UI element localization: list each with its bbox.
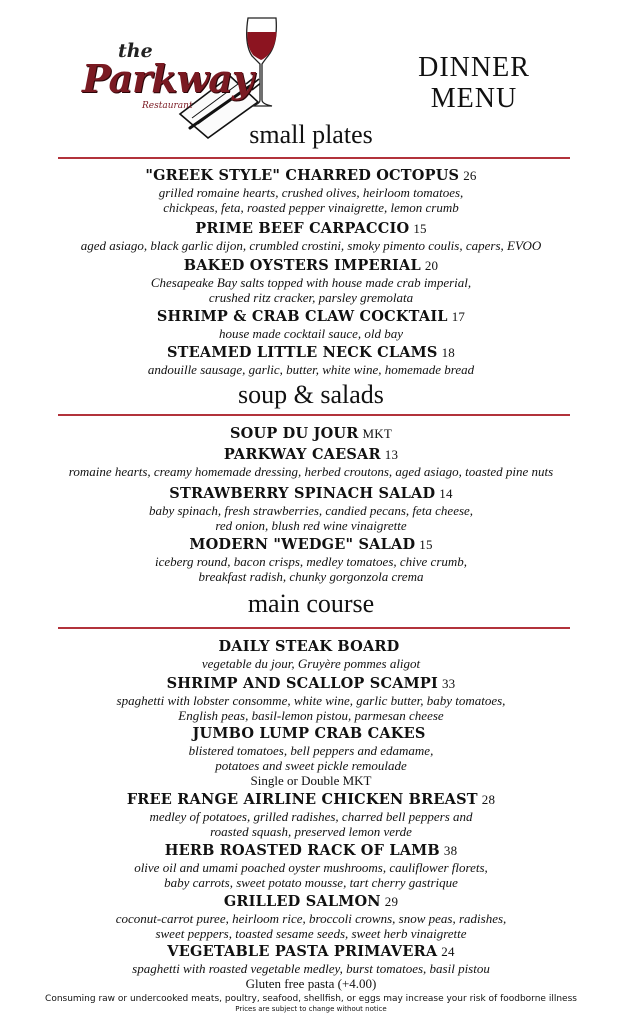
item-description: spaghetti with roasted vegetable medley, burst tomatoes, basil pistou <box>132 961 490 976</box>
menu-item <box>0 167 622 215</box>
menu-item <box>0 308 622 341</box>
section-divider <box>58 157 570 159</box>
menu-item <box>0 893 622 941</box>
page-title <box>404 52 544 114</box>
item-note: Gluten free pasta (+4.00) <box>245 976 377 991</box>
menu-item <box>0 257 622 305</box>
item-price: MKT <box>362 426 393 441</box>
item-description: English peas, basil-lemon pistou, parmesan cheese <box>178 708 444 723</box>
menu-item <box>0 943 622 991</box>
item-price: 28 <box>481 792 496 807</box>
logo-wordmark: Parkway <box>82 56 253 101</box>
item-description: Chesapeake Bay salts topped with house made crab imperial, <box>150 275 472 290</box>
item-description: romaine hearts, creamy homemade dressing, herbed croutons, aged asiago, toasted pine nuts <box>68 464 554 479</box>
item-price: 15 <box>413 221 427 236</box>
item-name: PRIME BEEF CARPACCIO <box>195 220 410 237</box>
item-price: 15 <box>419 537 433 552</box>
title-line-2: MENU <box>430 83 518 114</box>
allergy-warning: Consuming raw or undercooked meats, poultry, seafood, shellfish, or eggs may increase your risk of foodborne illness <box>45 994 577 1004</box>
item-description: baby carrots, sweet potato mousse, tart cherry gastrique <box>164 875 458 890</box>
logo-the: the <box>118 40 153 62</box>
section-heading-small-plates: small plates <box>249 120 373 149</box>
item-price: 14 <box>439 486 453 501</box>
item-price: 24 <box>441 944 455 959</box>
menu-item <box>0 675 622 723</box>
item-description: breakfast radish, chunky gorgonzola crema <box>198 569 424 584</box>
item-name: STRAWBERRY SPINACH SALAD <box>169 485 436 502</box>
item-description: chickpeas, feta, roasted pepper vinaigrette, lemon crumb <box>163 200 459 215</box>
item-name: VEGETABLE PASTA PRIMAVERA <box>167 943 438 960</box>
item-name: STEAMED LITTLE NECK CLAMS <box>166 344 438 361</box>
menu-item <box>0 220 622 253</box>
section-heading-main-course: main course <box>247 589 375 618</box>
menu-item <box>0 725 622 788</box>
item-description: sweet peppers, toasted sesame seeds, sweet herb vinaigrette <box>155 926 467 941</box>
item-name: "GREEK STYLE" CHARRED OCTOPUS <box>145 167 460 184</box>
item-price: 18 <box>441 345 456 360</box>
item-description: crushed ritz cracker, parsley gremolata <box>208 290 414 305</box>
section-divider <box>58 627 570 629</box>
item-name: SHRIMP AND SCALLOP SCAMPI <box>166 675 438 692</box>
item-description: olive oil and umami poached oyster mushrooms, cauliflower florets, <box>134 860 488 875</box>
item-description: aged asiago, black garlic dijon, crumbled crostini, smoky pimento coulis, capers, EVOO <box>80 238 542 253</box>
item-description: spaghetti with lobster consomme, white wine, garlic butter, baby tomatoes, <box>116 693 506 708</box>
title-line-1: DINNER <box>418 52 530 83</box>
item-note: Single or Double MKT <box>250 773 372 788</box>
item-description: coconut-carrot puree, heirloom rice, broccoli crowns, snow peas, radishes, <box>115 911 507 926</box>
item-name: FREE RANGE AIRLINE CHICKEN BREAST <box>126 791 478 808</box>
item-description: medley of potatoes, grilled radishes, charred bell peppers and <box>149 809 473 824</box>
item-name: GRILLED SALMON <box>223 893 381 910</box>
item-price: 20 <box>424 258 439 273</box>
price-disclaimer: Prices are subject to change without notice <box>235 1005 387 1013</box>
menu-item <box>0 791 622 839</box>
item-price: 26 <box>463 168 477 183</box>
item-price: 38 <box>443 843 458 858</box>
item-name: PARKWAY CAESAR <box>223 446 381 463</box>
item-description: baby spinach, fresh strawberries, candied pecans, feta cheese, <box>148 503 474 518</box>
item-description: iceberg round, bacon crisps, medley tomatoes, chive crumb, <box>154 554 468 569</box>
item-description: red onion, blush red wine vinaigrette <box>215 518 407 533</box>
menu-item <box>0 536 622 584</box>
item-description: potatoes and sweet pickle remoulade <box>215 758 407 773</box>
item-name: SOUP DU JOUR <box>229 425 359 442</box>
item-description: grilled romaine hearts, crushed olives, heirloom tomatoes, <box>158 185 464 200</box>
menu-item <box>0 344 622 377</box>
item-name: SHRIMP & CRAB CLAW COCKTAIL <box>156 308 448 325</box>
section-heading-soup-salads: soup & salads <box>238 380 384 409</box>
menu-item <box>0 638 622 671</box>
item-description: roasted squash, preserved lemon verde <box>210 824 412 839</box>
item-price: 17 <box>451 309 466 324</box>
item-name: HERB ROASTED RACK OF LAMB <box>164 842 440 859</box>
item-name: JUMBO LUMP CRAB CAKES <box>192 725 426 742</box>
item-description: blistered tomatoes, bell peppers and edamame, <box>188 743 434 758</box>
menu-item <box>0 485 622 533</box>
menu-item <box>0 446 622 479</box>
menu-item <box>0 425 622 443</box>
item-description: house made cocktail sauce, old bay <box>218 326 404 341</box>
item-price: 33 <box>441 676 456 691</box>
item-description: andouille sausage, garlic, butter, white wine, homemade bread <box>147 362 475 377</box>
section-divider <box>58 414 570 416</box>
item-name: DAILY STEAK BOARD <box>218 638 400 655</box>
item-name: BAKED OYSTERS IMPERIAL <box>183 257 421 274</box>
item-price: 29 <box>384 894 399 909</box>
logo-subtitle: Restaurant <box>142 101 193 111</box>
item-description: vegetable du jour, Gruyère pommes aligot <box>201 656 421 671</box>
menu-item <box>0 842 622 890</box>
item-price: 13 <box>384 447 399 462</box>
item-name: MODERN "WEDGE" SALAD <box>189 536 416 553</box>
